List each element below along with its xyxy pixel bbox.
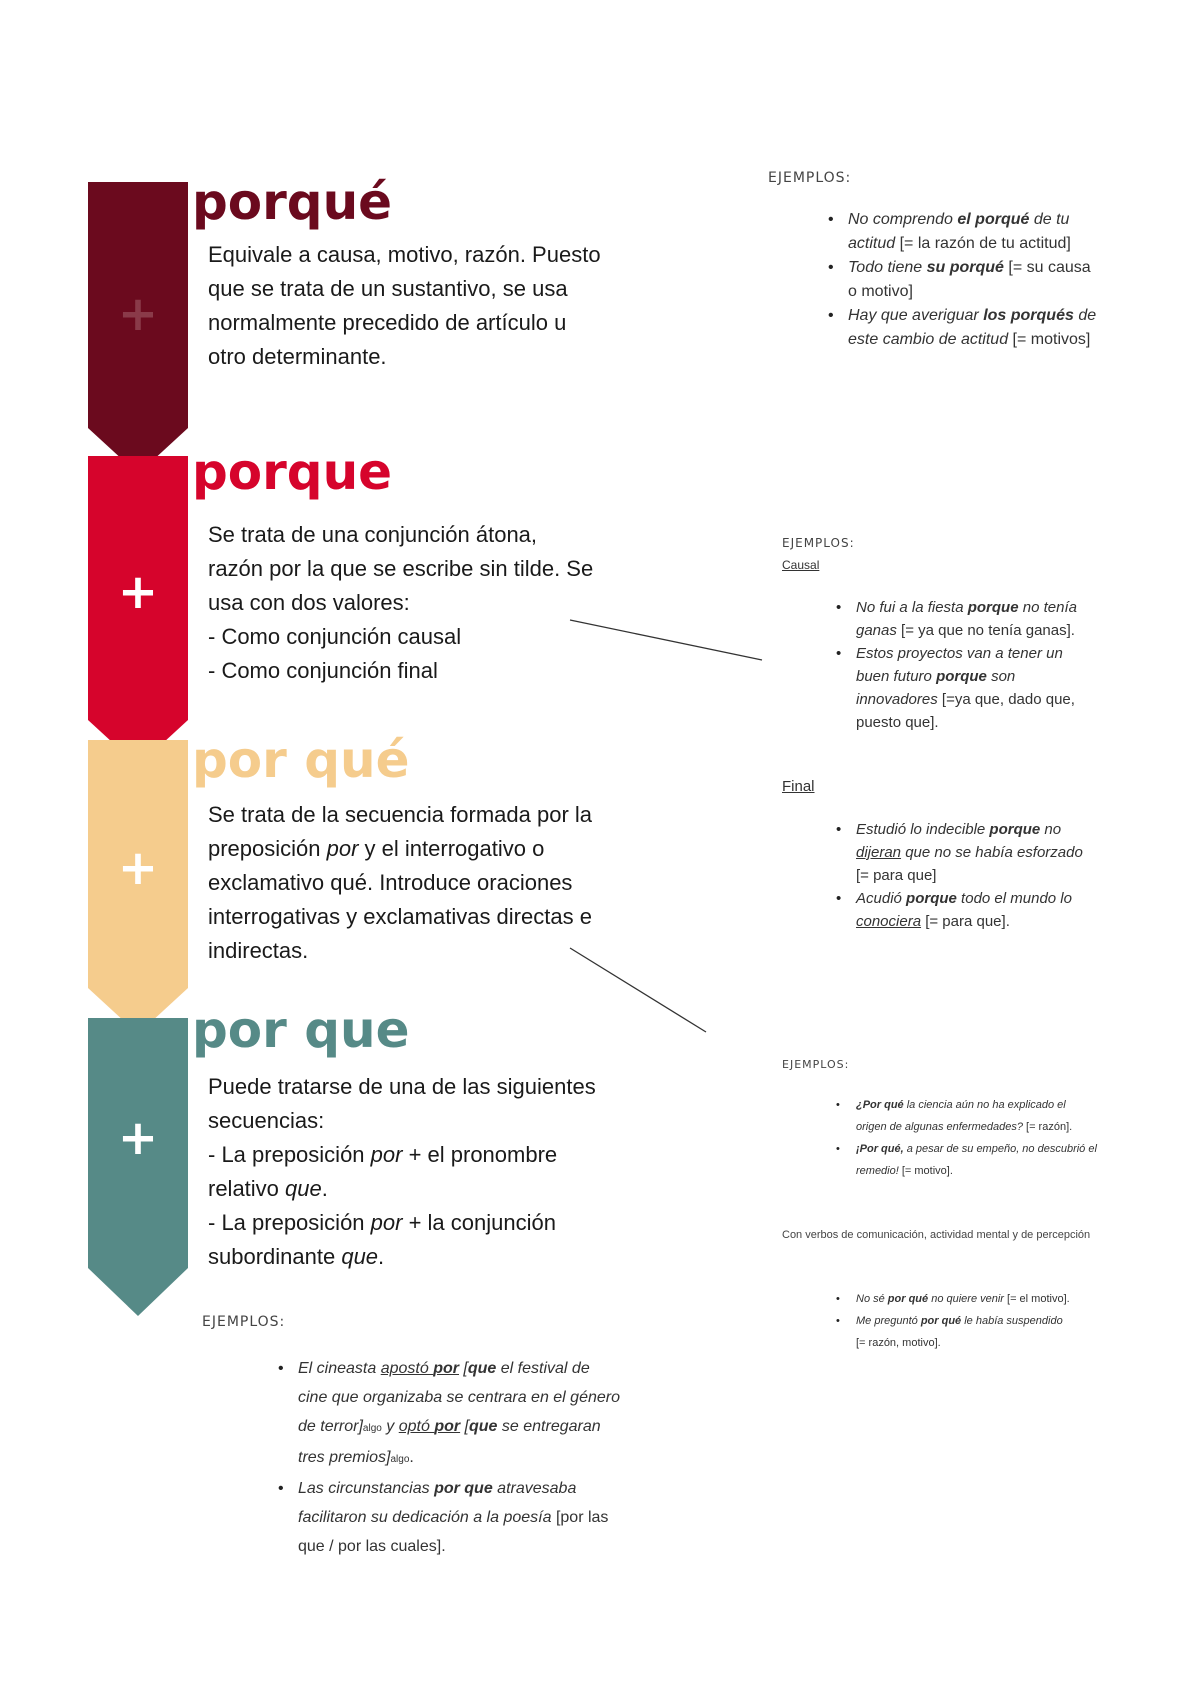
section-definition: Equivale a causa, motivo, razón. Puesto que se trata de un sustantivo, se usa normalmente precedido de artículo u otro determinante.: [208, 242, 601, 369]
section-title: porque: [192, 443, 393, 501]
section-title: porqué: [192, 173, 393, 231]
list-item: • Todo tiene su porqué [= su causa o motivo]: [826, 256, 1102, 304]
examples-list: [834, 1288, 1074, 1354]
section-definition: Puede tratarse de una de las siguientes secuencias: - La preposición por + el pronombre relativo que. - La preposición por + la conjunción subordinante que.: [208, 1074, 596, 1269]
examples-list: [276, 1354, 620, 1561]
final-label: Final: [782, 778, 815, 795]
examples-label: EJEMPLOS:: [782, 536, 855, 550]
list-item: • Acudió porque todo el mundo lo conociera [= para que].: [834, 887, 1094, 933]
list-item: • No comprendo el porqué de tu actitud [= la razón de tu actitud]: [826, 208, 1102, 256]
list-item: • ¿Por qué la ciencia aún no ha explicado el origen de algunas enfermedades? [= razón].: [834, 1094, 1098, 1138]
list-item: • No fui a la fiesta porque no tenía ganas [= ya que no tenía ganas].: [834, 596, 1094, 642]
section-title: por que: [192, 1001, 410, 1059]
section-title: por qué: [192, 731, 410, 789]
list-item: • ¡Por qué, a pesar de su empeño, no descubrió el remedio! [= motivo].: [834, 1138, 1098, 1182]
connector-line: [570, 620, 762, 660]
list-item: • No sé por qué no quiere venir [= el motivo].: [834, 1288, 1074, 1310]
examples-label: EJEMPLOS:: [768, 170, 852, 186]
examples-list: [826, 208, 1102, 352]
examples-list: [834, 596, 1094, 734]
list-item: • Hay que averiguar los porqués de este cambio de actitud [= motivos]: [826, 304, 1102, 352]
list-item: • Estudió lo indecible porque no dijeran que no se había esforzado [= para que]: [834, 818, 1094, 887]
examples-list: [834, 818, 1094, 933]
list-item: • El cineasta apostó por [que el festival de cine que organizaba se centrara en el género de terror]algo y optó por [que se entregaran tres premios]algo.: [276, 1354, 620, 1474]
examples-list: [834, 1094, 1098, 1182]
communication-label: Con verbos de comunicación, actividad mental y de percepción: [782, 1229, 1091, 1241]
examples-label: EJEMPLOS:: [202, 1314, 286, 1330]
list-item: • Estos proyectos van a tener un buen futuro porque son innovadores [=ya que, dado que, puesto que].: [834, 642, 1094, 734]
section-definition: Se trata de una conjunción átona, razón por la que se escribe sin tilde. Se usa con dos valores: - Como conjunción causal - Como conjunción final: [208, 522, 594, 683]
list-item: • Las circunstancias por que atravesaba facilitaron su dedicación a la poesía [por las que / por las cuales].: [276, 1474, 620, 1561]
section-definition: Se trata de la secuencia formada por la preposición por y el interrogativo o exclamativo qué. Introduce oraciones interrogativas y exclamativas directas e indirectas.: [208, 802, 593, 963]
connector-line: [570, 948, 706, 1032]
list-item: • Me preguntó por qué le había suspendido [= razón, motivo].: [834, 1310, 1074, 1354]
examples-label: EJEMPLOS:: [782, 1058, 850, 1071]
causal-label: Causal: [782, 558, 820, 572]
